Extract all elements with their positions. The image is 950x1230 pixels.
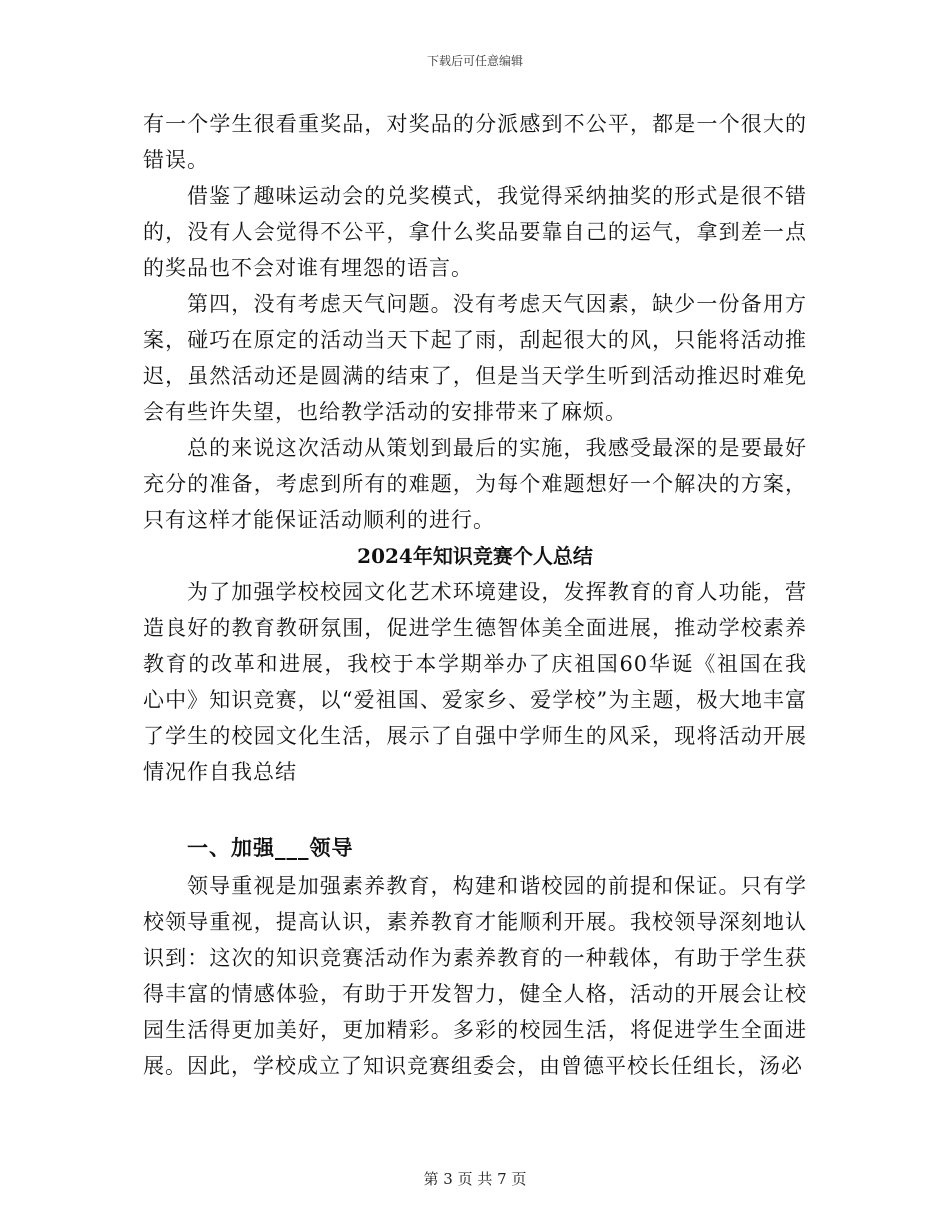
page-header: 下载后可任意编辑	[426, 54, 523, 68]
page-footer: 第 3 页 共 7 页	[423, 1170, 527, 1188]
document-title: 2024年知识竞赛个人总结	[357, 544, 593, 568]
paragraph-4: 总的来说这次活动从策划到最后的实施，我感受最深的是要最好充分的准备，考虑到所有的难题，为每个难题想好一个解决的方案，只有这样才能保证活动顺利的进行。	[143, 436, 807, 532]
paragraph-6: 领导重视是加强素养教育，构建和谐校园的前提和保证。只有学校领导重视，提高认识，素养教育才能顺利开展。我校领导深刻地认识到：这次的知识竞赛活动作为素养教育的一种载体，有助于学生获得丰富的情感体验，有助于开发智力，健全人格，活动的开展会让校园生活得更加美好，更加精彩。多彩的校园生活，将促进学生全面进展。因此，学校成立了知识竞赛组委会，由曾德平校长任组长，汤必	[143, 874, 807, 1078]
document-body	[143, 106, 807, 1084]
paragraph-3: 第四，没有考虑天气问题。没有考虑天气因素，缺少一份备用方案，碰巧在原定的活动当天下起了雨，刮起很大的风，只能将活动推迟，虽然活动还是圆满的结束了，但是当天学生听到活动推迟时难免会有些许失望，也给教学活动的安排带来了麻烦。	[143, 292, 807, 424]
paragraph-2: 借鉴了趣味运动会的兑奖模式，我觉得采纳抽奖的形式是很不错的，没有人会觉得不公平，拿什么奖品要靠自己的运气，拿到差一点的奖品也不会对谁有埋怨的语言。	[143, 184, 807, 280]
section-heading: 一、加强___领导	[187, 835, 354, 860]
paragraph-5: 为了加强学校校园文化艺术环境建设，发挥教育的育人功能，营造良好的教育教研氛围，促进学生德智体美全面进展，推动学校素养教育的改革和进展，我校于本学期举办了庆祖国60华诞《祖国在我心中》知识竞赛，以“爱祖国、爱家乡、爱学校”为主题，极大地丰富了学生的校园文化生活，展示了自强中学师生的风采，现将活动开展情况作自我总结	[143, 580, 807, 784]
paragraph-1: 有一个学生很看重奖品，对奖品的分派感到不公平，都是一个很大的错误。	[143, 112, 807, 172]
